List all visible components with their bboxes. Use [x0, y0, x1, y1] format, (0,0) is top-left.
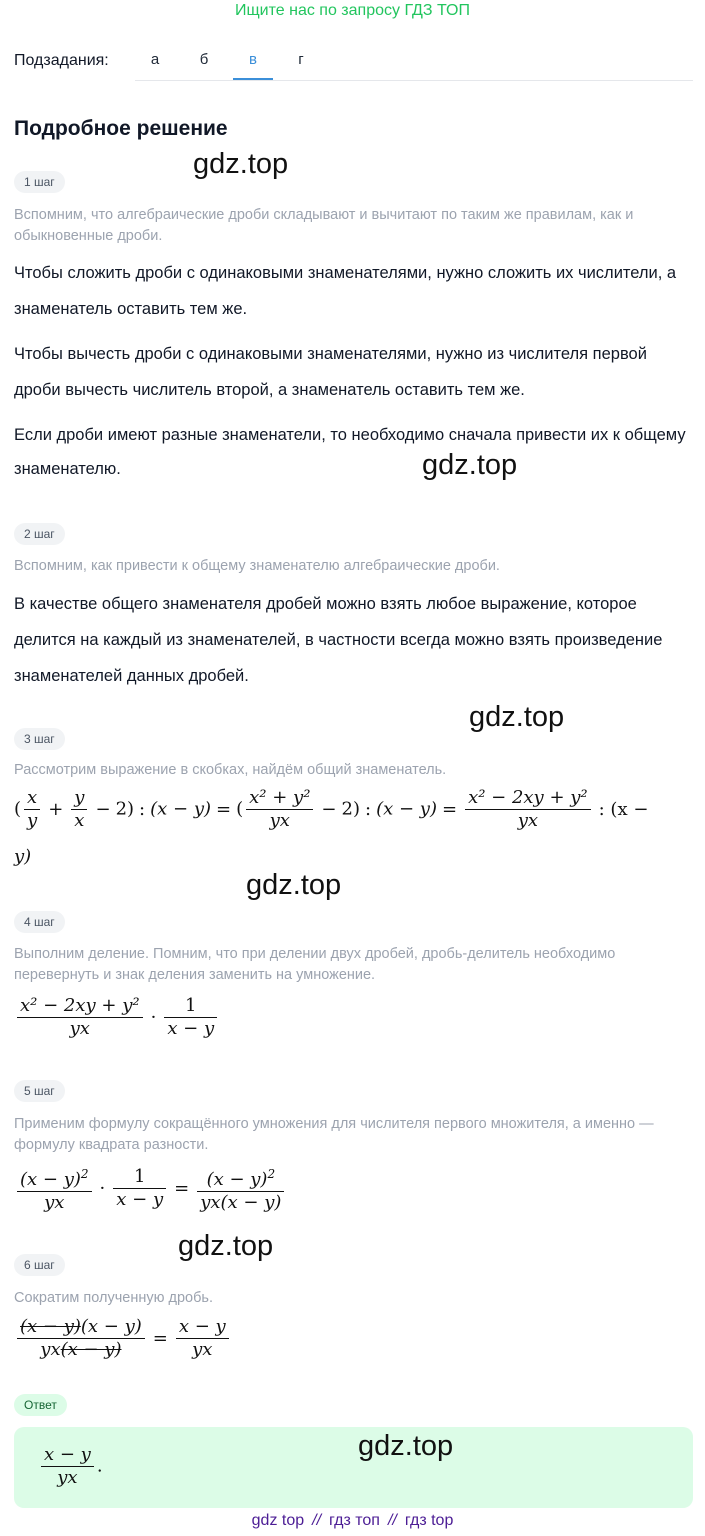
tab-a[interactable]: а — [150, 51, 160, 68]
search-hint-banner: Ищите нас по запросу ГДЗ ТОП — [235, 2, 470, 19]
section-title: Подробное решение — [14, 117, 228, 140]
step-hint: Вспомним, как привести к общему знаменателю алгебраические дроби. — [14, 558, 500, 574]
step-hint: Выполним деление. Помним, что при делении двух дробей, дробь-делитель необходимо перевернуть и знак деления заменить на умножение. — [14, 946, 616, 983]
fraction: $\frac{(x - y)(x - y)}{yx(x - y)}$ — [17, 1316, 145, 1361]
step-badge: 5 шаг — [14, 1080, 65, 1102]
footer-link[interactable]: гдз top — [404, 1512, 454, 1529]
tab-g[interactable]: г — [298, 51, 304, 68]
step-paragraph: Чтобы сложить дроби с одинаковыми знаменателями, нужно сложить их числители, а знаменатель оставить тем же. — [14, 264, 677, 318]
step-badge: 3 шаг — [14, 728, 65, 750]
fraction: $\frac{(x - y)^2}{yx}$ — [17, 1163, 92, 1214]
watermark: gdz.top — [358, 1430, 454, 1462]
step3-formula: ( $\frac{x}{y}$ + $\frac{y}{x}$ − 2) : (x − y) = ( $\frac{\text{x² + y²}}{yx}$ − 2) : (x − y) = $\frac{\text{x² − 2xy + y²}}{yx}$ : (x − — [14, 787, 649, 831]
step3-formula-wrap: y) — [14, 846, 32, 867]
fraction: $\frac{x - y}{yx}$ — [176, 1316, 229, 1361]
footer-links — [0, 1512, 705, 1530]
tab-v[interactable]: в — [233, 48, 273, 80]
fraction: $\frac{1}{x - y}$ — [164, 995, 217, 1040]
watermark: gdz.top — [193, 148, 289, 180]
answer-box — [14, 1427, 693, 1508]
answer-formula: $\frac{x - y}{yx}$ . — [38, 1444, 103, 1489]
tab-b[interactable]: б — [199, 51, 209, 68]
step6-formula: $\frac{(x - y)(x - y)}{yx(x - y)}$ = $\frac{x - y}{yx}$ — [14, 1316, 232, 1361]
watermark: gdz.top — [178, 1230, 274, 1262]
fraction: $\frac{1}{x - y}$ — [113, 1166, 166, 1211]
fraction: $\frac{x}{y}$ — [24, 787, 40, 832]
step-hint: Применим формулу сокращённого умножения для числителя первого множителя, а именно — формулу квадрата разности. — [14, 1116, 654, 1153]
subtask-tabs — [135, 48, 693, 81]
step-hint: Сократим полученную дробь. — [14, 1290, 213, 1306]
footer-separator: // — [312, 1512, 322, 1529]
step5-formula: $\frac{(x - y)^2}{yx}$ · $\frac{1}{x - y}$ = $\frac{(x - y)^2}{yx(x - y)}$ — [14, 1163, 287, 1214]
footer-link[interactable]: gdz top — [251, 1512, 305, 1529]
watermark: gdz.top — [469, 701, 565, 733]
step4-formula: $\frac{\text{x² − 2xy + y²}}{yx}$ · $\frac{1}{x - y}$ — [14, 995, 220, 1040]
fraction: $\frac{y}{x}$ — [71, 787, 87, 832]
step-badge: 1 шаг — [14, 171, 65, 193]
footer-link[interactable]: гдз топ — [329, 1512, 380, 1529]
fraction: $\frac{\text{x² − 2xy + y²}}{yx}$ — [17, 995, 143, 1040]
step-paragraph: Если дроби имеют разные знаменатели, то необходимо сначала привести их к общему знаменателю. — [14, 426, 686, 478]
step-paragraph: В качестве общего знаменателя дробей можно взять любое выражение, которое делится на каждый из знаменателей, в частности всегда можно взять произведение знаменателей данных дробей. — [14, 595, 663, 685]
step-paragraph: Чтобы вычесть дроби с одинаковыми знаменателями, нужно из числителя первой дроби вычесть числитель второй, а знаменатель оставить тем же. — [14, 345, 647, 399]
step-hint: Рассмотрим выражение в скобках, найдём общий знаменатель. — [14, 762, 447, 778]
subtasks-label: Подзадания: — [14, 52, 109, 69]
fraction: $\frac{\text{x² + y²}}{yx}$ — [246, 787, 313, 832]
fraction: $\frac{x - y}{yx}$ — [41, 1444, 94, 1489]
step-badge: 6 шаг — [14, 1254, 65, 1276]
fraction: $\frac{(x - y)^2}{yx(x - y)}$ — [197, 1163, 284, 1214]
footer-separator: // — [387, 1512, 397, 1529]
watermark: gdz.top — [246, 869, 342, 901]
watermark: gdz.top — [422, 449, 518, 481]
step-badge: 4 шаг — [14, 911, 65, 933]
fraction: $\frac{\text{x² − 2xy + y²}}{yx}$ — [465, 787, 591, 832]
answer-badge: Ответ — [14, 1394, 67, 1416]
step-hint: Вспомним, что алгебраические дроби складывают и вычитают по таким же правилам, как и обыкновенные дроби. — [14, 207, 634, 244]
step-badge: 2 шаг — [14, 523, 65, 545]
